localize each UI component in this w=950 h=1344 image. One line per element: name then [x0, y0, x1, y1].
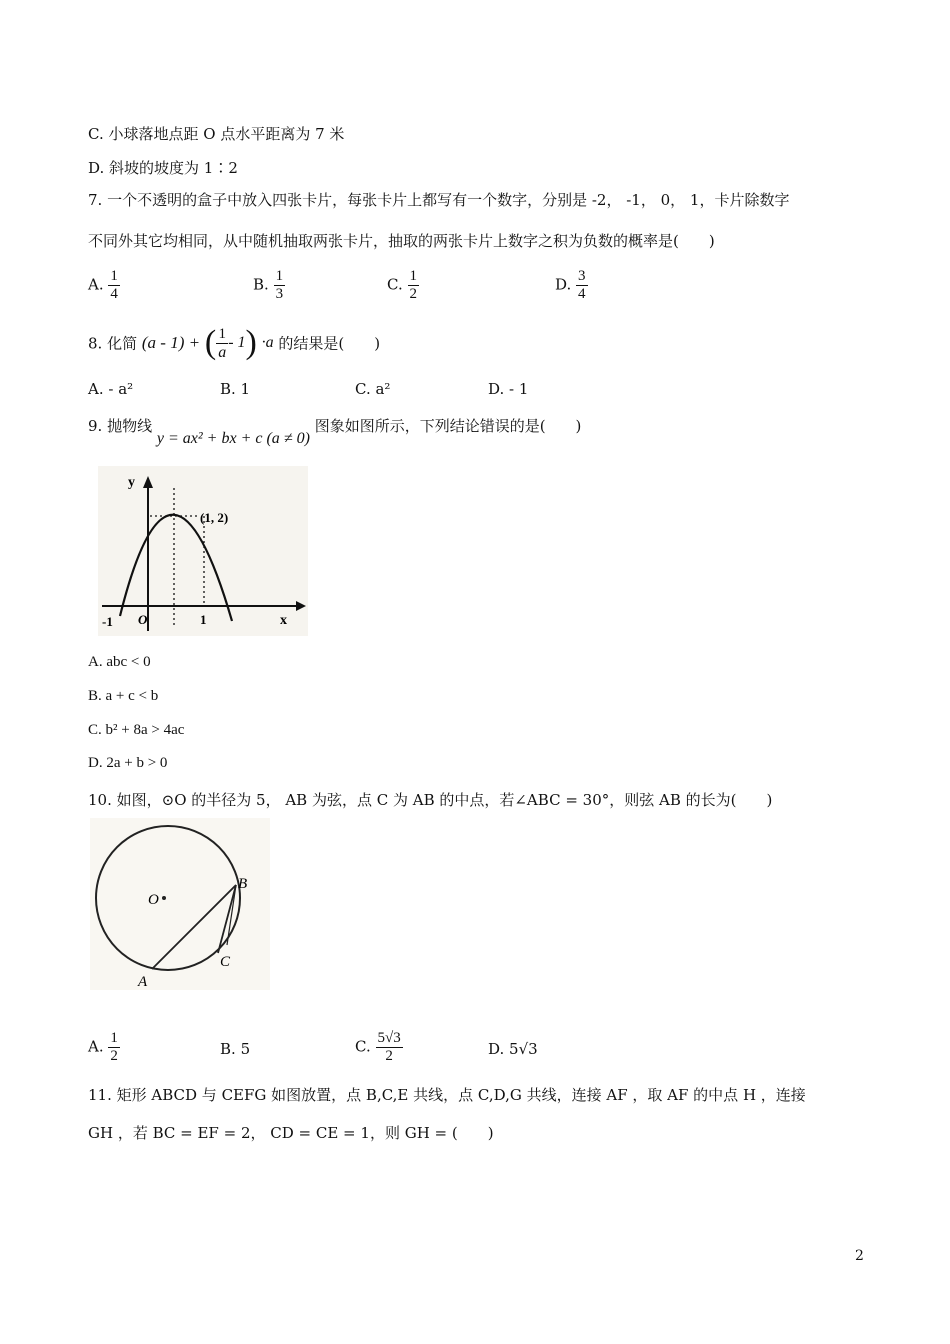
- q6-option-c: C. 小球落地点距 O 点水平距离为 7 米: [88, 125, 345, 143]
- q9-option-a: A. abc < 0: [88, 654, 151, 670]
- q6-option-d: D. 斜坡的坡度为 1∶2: [88, 159, 238, 177]
- q7-text-line1: 7. 一个不透明的盒子中放入四张卡片，每张卡片上都写有一个数字，分别是 -2， -1， 0， 1，卡片除数字: [88, 191, 790, 209]
- q9-option-b: B. a + c < b: [88, 688, 159, 704]
- label-c: C: [220, 954, 231, 970]
- center-point: [162, 896, 166, 900]
- q9-option-c: C. b² + 8a > 4ac: [88, 722, 185, 738]
- q11-text-line2: GH ，若 BC = EF = 2， CD = CE = 1，则 GH = ( ): [88, 1124, 494, 1142]
- parabola-graph: [98, 466, 308, 636]
- q10-option-c: C. $\frac{5√3}{2}$: [355, 1030, 401, 1064]
- figure-background: [90, 818, 270, 990]
- q8-option-d: D. - 1: [488, 380, 529, 398]
- q10-option-d: D. 5√3: [488, 1040, 538, 1058]
- q7-option-d: D. $\frac{3}{4}$: [555, 268, 586, 302]
- tick-neg-1: -1: [102, 614, 113, 629]
- y-label: y: [128, 475, 135, 490]
- q8-option-a: A. - a²: [88, 380, 134, 398]
- origin-label: O: [138, 612, 148, 627]
- q9-text: 9. 抛物线 y = ax² + bx + c (a ≠ 0) 图象如图所示，下列结论错误的是( ): [88, 417, 582, 447]
- label-b: B: [238, 876, 248, 892]
- point-label: (1, 2): [200, 510, 229, 525]
- x-label: x: [280, 613, 287, 628]
- page-number: 2: [855, 1248, 864, 1264]
- q8-option-c: C. a²: [355, 380, 391, 398]
- label-a: A: [138, 974, 148, 990]
- circle-figure: [90, 818, 270, 990]
- q8-text: 8. 化简 (a - 1) + ( $\frac{1}{a}$ - 1) ·a 的结果是( ): [88, 324, 381, 361]
- graph-background: [98, 466, 308, 636]
- q8-option-b: B. 1: [220, 380, 251, 398]
- tick-1: 1: [200, 612, 207, 627]
- q7-text-line2: 不同外其它均相同，从中随机抽取两张卡片，抽取的两张卡片上数字之积为负数的概率是( ): [88, 232, 715, 250]
- q11-text-line1: 11. 矩形 ABCD 与 CEFG 如图放置，点 B,C,E 共线，点 C,D,G 共线，连接 AF ，取 AF 的中点 H ，连接: [88, 1086, 806, 1104]
- q7-option-a: A. $\frac{1}{4}$: [88, 268, 118, 302]
- q10-text: 10. 如图，⊙O 的半径为 5， AB 为弦，点 C 为 AB 的中点，若∠ABC = 30°，则弦 AB 的长为( ): [88, 791, 773, 809]
- q9-option-d: D. 2a + b > 0: [88, 755, 168, 771]
- q7-option-c: C. $\frac{1}{2}$: [387, 268, 417, 302]
- q7-option-b: B. $\frac{1}{3}$: [253, 268, 284, 302]
- label-o: O: [148, 892, 159, 908]
- q10-option-b: B. 5: [220, 1040, 251, 1058]
- q10-option-a: A. $\frac{1}{2}$: [88, 1030, 118, 1064]
